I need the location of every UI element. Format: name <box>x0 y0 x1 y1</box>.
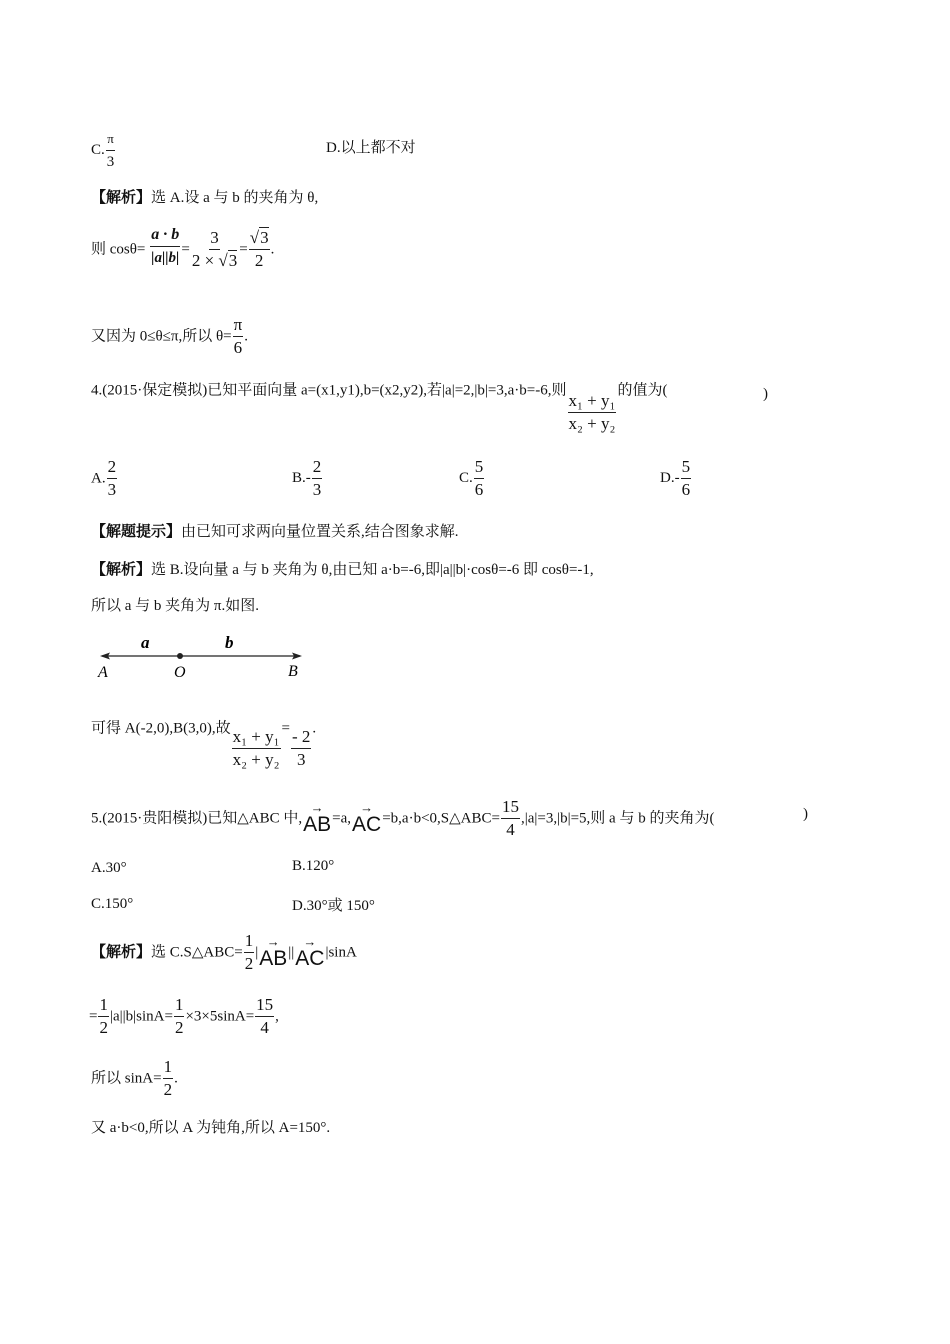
fraction: $\frac{\text{x₁ + y₁}}{\text{x₂ + y₂}}$ <box>232 727 280 769</box>
fraction: $\frac{15}{4}$ <box>256 995 274 1037</box>
q5-analysis: 【解析】选 C.S△ABC= $\frac{1}{2}$ | → AB || → AC |sinA <box>91 931 357 973</box>
fraction: $\frac{2}{3}$ <box>312 457 322 499</box>
q5-stem-close: ) <box>803 806 808 822</box>
analysis-tag: 【解析】 <box>91 190 152 206</box>
label-b: b <box>225 633 234 652</box>
vector-ab: → AB <box>303 799 332 836</box>
fraction: $\frac{1}{2}$ <box>174 995 184 1037</box>
q4-stem-close: ) <box>763 386 768 402</box>
fraction: $\frac{15}{4}$ <box>501 797 519 839</box>
vector-ab: → AB <box>259 933 288 970</box>
fraction-dot-product: $\frac{a \cdot b}{|a||b|}$ <box>151 226 180 266</box>
q4-angle-text: 所以 a 与 b 夹角为 π.如图. <box>91 598 259 614</box>
q4-option-d: D.- $\frac{5}{6}$ <box>660 457 691 499</box>
analysis-tag: 【解析】 <box>91 944 152 961</box>
q4-stem: 4.(2015·保定模拟)已知平面向量 a=(x1,y1),b=(x2,y2),若|a|=2,|b|=3,a·b=-6,则 $\frac{\text{x₁ + y₁}}{\text{x₂ + y₂}}$ 的值为( <box>91 382 668 433</box>
vector-diagram <box>90 628 310 684</box>
vector-arrow-icon: → <box>360 799 374 815</box>
origin-dot <box>177 653 183 659</box>
q4-option-c: C. $\frac{5}{6}$ <box>459 457 484 499</box>
analysis-tag: 【解析】 <box>91 562 152 578</box>
fraction: $\frac{\pi}{3}$ <box>106 128 116 173</box>
q5-conclusion: 又 a·b<0,所以 A 为钝角,所以 A=150°. <box>91 1120 331 1136</box>
q3-cos-formula: 则 cosθ= $\frac{a \cdot b}{|a||b|}$ = $\frac{3}{2 \times √3}$ = $\frac{√3}{2}$ . <box>91 226 275 271</box>
label-point-b: B <box>288 663 298 680</box>
q3-analysis: 【解析】选 A.设 a 与 b 的夹角为 θ, <box>91 190 319 206</box>
vector-arrow-icon: → <box>310 799 324 815</box>
fraction: $\frac{2}{3}$ <box>107 457 117 499</box>
q5-option-b: B.120° <box>292 858 335 874</box>
q5-option-d: D.30°或 150° <box>292 898 375 914</box>
fraction: $\frac{5}{6}$ <box>681 457 691 499</box>
q3-conclusion: 又因为 0≤θ≤π,所以 θ= $\frac{\pi}{6}$ . <box>91 315 248 357</box>
vector-ac: → AC <box>295 933 325 970</box>
fraction: $\frac{1}{2}$ <box>99 995 108 1037</box>
fraction: $\frac{3}{2 \times √3}$ <box>191 228 238 271</box>
fraction: $\frac{\pi}{6}$ <box>233 315 243 357</box>
fraction: $\frac{1}{2}$ <box>244 931 254 973</box>
label-point-o: O <box>174 664 186 681</box>
q4-option-b: B.- $\frac{2}{3}$ <box>292 457 322 499</box>
fraction: $\frac{\text{x₁ + y₁}}{\text{x₂ + y₂}}$ <box>568 391 616 433</box>
q3-option-c <box>91 128 116 173</box>
q5-option-a: A.30° <box>91 860 127 876</box>
q5-option-c: C.150° <box>91 896 134 912</box>
vector-arrow-icon: → <box>303 933 317 949</box>
q5-sin-result: 所以 sinA= $\frac{1}{2}$ . <box>91 1057 178 1099</box>
q4-hint: 【解题提示】由已知可求两向量位置关系,结合图象求解. <box>91 524 459 540</box>
label-point-a: A <box>98 664 108 681</box>
label-a: a <box>141 633 150 652</box>
q5-stem: 5.(2015·贵阳模拟)已知△ABC 中, → AB =a, → AC =b,a·b<0,S△ABC= $\frac{15}{4}$ ,|a|=3,|b|=5,则 a 与 b 的夹角为( <box>91 797 715 839</box>
hint-tag: 【解题提示】 <box>91 524 182 540</box>
vector-ac: → AC <box>352 799 382 836</box>
fraction: $\frac{√3}{2}$ <box>249 228 269 271</box>
option-label: C. <box>91 141 105 158</box>
vector-arrow-icon: → <box>266 933 280 949</box>
fraction: $\frac{5}{6}$ <box>474 457 484 499</box>
q3-option-d: D.以上都不对 <box>326 140 416 156</box>
fraction: $\frac{1}{2}$ <box>163 1057 173 1099</box>
fraction: $\frac{- 2}{3}$ <box>292 727 311 769</box>
q4-analysis: 【解析】选 B.设向量 a 与 b 夹角为 θ,由已知 a·b=-6,即|a||b|·cosθ=-6 即 cosθ=-1, <box>91 562 594 578</box>
q4-option-a: A. $\frac{2}{3}$ <box>91 457 117 499</box>
q4-result: 可得 A(-2,0),B(3,0),故 $\frac{\text{x₁ + y₁}}{\text{x₂ + y₂}}$ = $\frac{- 2}{3}$ . <box>91 720 317 769</box>
q5-area-expansion: = $\frac{1}{2}$ |a||b|sinA= $\frac{1}{2}$ ×3×5sinA= $\frac{15}{4}$ , <box>89 995 279 1037</box>
